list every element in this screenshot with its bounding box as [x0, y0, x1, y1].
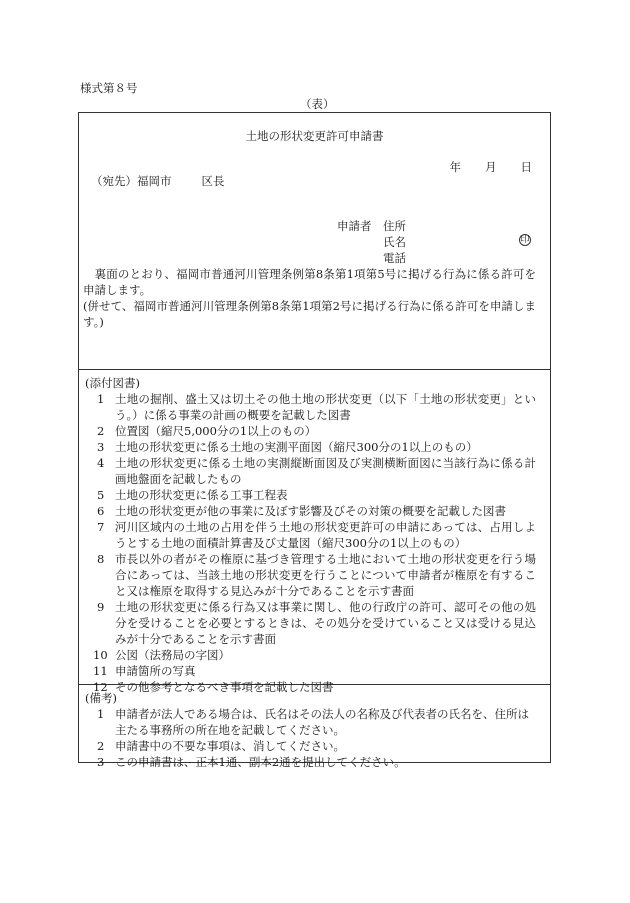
list-item: 6 土地の形状変更が他の事業に及ぼす影響及びその対策の概要を記載した図書: [97, 504, 506, 518]
notes-section: [79, 685, 550, 769]
recipient-prefix: （宛先）福岡市: [91, 174, 172, 188]
list-item: 1 申請者が法人である場合は、氏名はその法人の名称及び代表者の氏名を、住所は主たる事務所の所在地を記載してください。: [97, 707, 529, 737]
list-item: 2 位置図（縮尺5,000分の1以上のもの）: [97, 424, 317, 438]
list-item: 10 公図（法務局の字図）: [93, 648, 230, 662]
application-body: [83, 266, 536, 330]
attachments-heading: (添付図書): [85, 376, 140, 390]
list-item: 12 その他参考となるべき事項を記載した図書: [93, 680, 334, 694]
list-item: 7 河川区域内の土地の占用を伴う土地の形状変更許可の申請にあっては、占用しようとする土地の面積計算書及び丈量図（縮尺300分の1以上のもの）: [97, 520, 536, 550]
application-section: [79, 113, 550, 370]
notes-list: [85, 706, 536, 770]
applicant-label: 申請者: [337, 219, 372, 233]
form-number: 様式第８号: [80, 81, 138, 95]
body-paragraph-2: (併せて、福岡市普通河川管理条例第8条第1項第2号に掲げる行為に係る許可を申請します。): [83, 299, 536, 329]
date-year-label: 年: [449, 160, 461, 174]
date-month-label: 月: [485, 160, 497, 174]
front-side-label: （表）: [300, 97, 335, 111]
body-paragraph-1: 裏面のとおり、福岡市普通河川管理条例第8条第1項第5号に掲げる行為に係る許可を申請します。: [83, 267, 536, 297]
list-item: 2 申請書中の不要な事項は、消してください。: [97, 739, 345, 753]
attachments-section: [79, 370, 550, 694]
notes-heading: (備考): [85, 691, 117, 705]
form-title: 土地の形状変更許可申請書: [245, 129, 384, 143]
list-item: 9 土地の形状変更に係る行為又は事業に関し、他の行政庁の許可、認可その他の処分を受けることを必要とするときは、その処分を受けていること又は受ける見込みが十分であることを示す書面: [97, 600, 536, 646]
list-item: 11 申請箇所の写真: [93, 664, 196, 678]
name-label: 氏名: [383, 235, 406, 249]
date-day-label: 日: [520, 160, 532, 174]
applicant-block: [337, 218, 406, 266]
phone-label: 電話: [383, 251, 406, 265]
recipient-line: [91, 173, 225, 189]
application-form: [78, 112, 551, 769]
date-line: [426, 159, 533, 175]
recipient-suffix: 区長: [201, 174, 225, 188]
list-item: 8 市長以外の者がその権原に基づき管理する土地において土地の形状変更を行う場合にあっては、当該土地の形状変更を行うことについて申請者が権原を有すること又は権原を取得する見込みが十分であることを示す書面: [97, 552, 536, 598]
attachments-list: [85, 391, 536, 695]
list-item: 1 土地の掘削、盛土又は切土その他土地の形状変更（以下「土地の形状変更」という。）に係る事業の計画の概要を記載した図書: [97, 392, 536, 422]
seal-mark: 印: [520, 235, 530, 245]
list-item: 5 土地の形状変更に係る工事工程表: [97, 488, 288, 502]
address-label: 住所: [383, 219, 406, 233]
list-item: 3 土地の形状変更に係る土地の実測平面図（縮尺300分の1以上のもの）: [97, 440, 478, 454]
list-item: 4 土地の形状変更に係る土地の実測縦断面図及び実測横断面図に当該行為に係る計画地盤面を記載したもの: [97, 456, 536, 486]
list-item: 3 この申請書は、正本1通、副本2通を提出してください。: [97, 755, 406, 769]
